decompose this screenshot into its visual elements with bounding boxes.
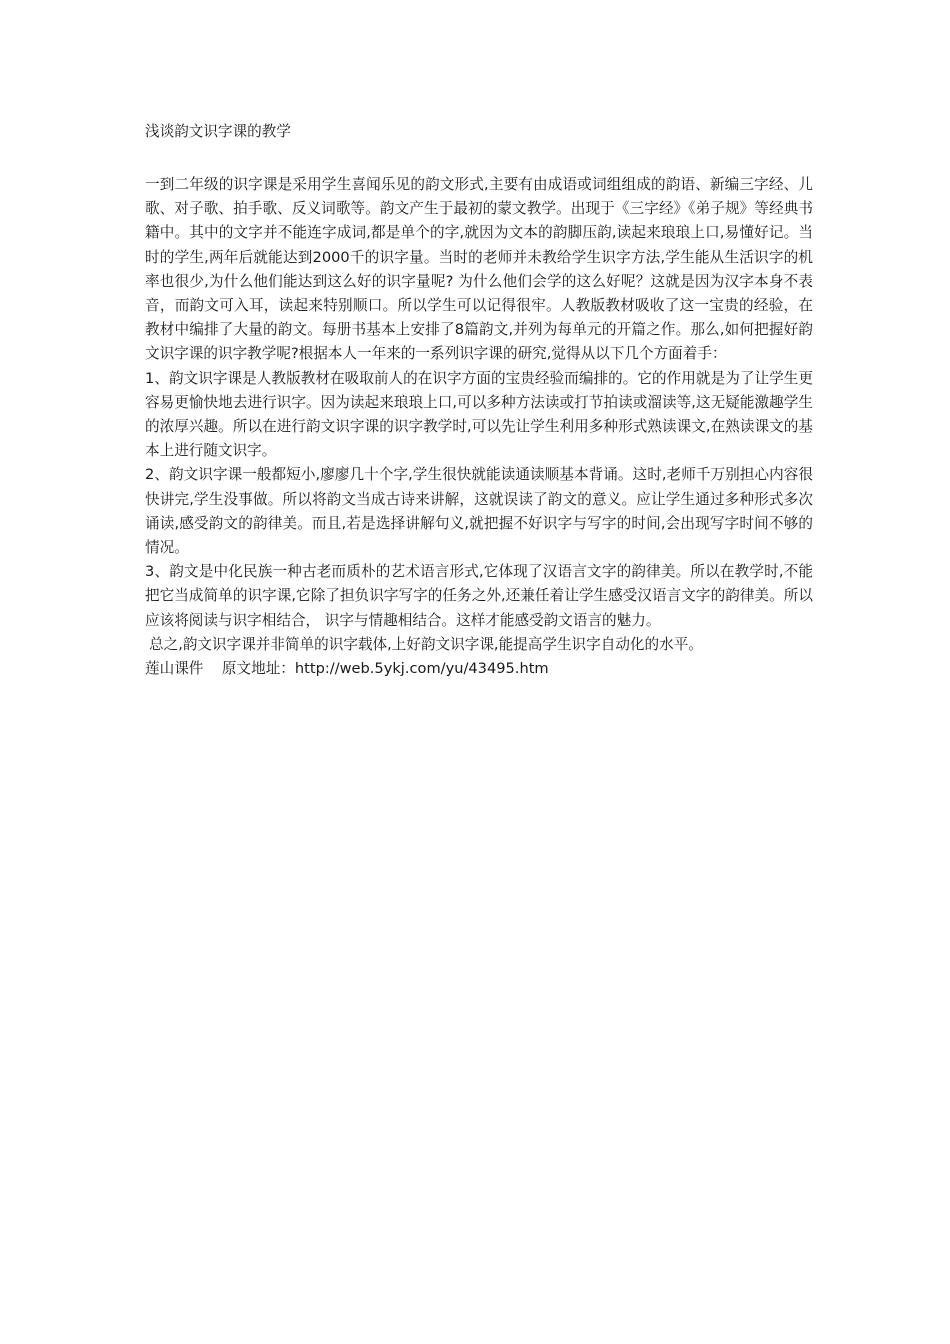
- paragraph-intro: 一到二年级的识字课是采用学生喜闻乐见的韵文形式,主要有由成语或词组组成的韵语、新编三字经、儿歌、对子歌、拍手歌、反义词歌等。韵文产生于最初的蒙文教学。出现于《三字经》《弟子规》等经典书籍中。其中的文字并不能连字成词,都是单个的字,就因为文本的韵脚压韵,读起来琅琅上口,易懂好记。当时的学生,两年后就能达到2000千的识字量。当时的老师并未教给学生识字方法,学生能从生活识字的机率也很少,为什么他们能达到这么好的识字量呢? 为什么他们会学的这么好呢？这就是因为汉字本身不表音，而韵文可入耳，读起来特别顺口。所以学生可以记得很牢。人教版教材吸收了这一宝贵的经验，在教材中编排了大量的韵文。每册书基本上安排了8篇韵文,并列为每单元的开篇之作。那么,如何把握好韵文识字课的识字教学呢?根据本人一年来的一系列识字课的研究,觉得从以下几个方面着手：: [145, 176, 813, 363]
- document-body: [145, 120, 813, 681]
- title-spacer: [145, 144, 813, 173]
- document-title: 浅谈韵文识字课的教学: [145, 123, 291, 140]
- paragraph-point-1: 1、韵文识字课是人教版教材在吸取前人的在识字方面的宝贵经验而编排的。它的作用就是为了让学生更容易更愉快地去进行识字。因为读起来琅琅上口,可以多种方法读或打节拍读或溜读等,这无疑能激趣学生的浓厚兴趣。所以在进行韵文识字课的识字教学时,可以先让学生利用多种形式熟读课文,在熟读课文的基本上进行随文识字。: [145, 369, 813, 460]
- paragraph-conclusion: 总之,韵文识字课并非简单的识字载体,上好韵文识字课,能提高学生识字自动化的水平。: [149, 635, 703, 653]
- paragraph-point-2: 2、韵文识字课一般都短小,廖廖几十个字,学生很快就能读通读顺基本背诵。这时,老师千万别担心内容很快讲完,学生没事做。所以将韵文当成古诗来讲解，这就误读了韵文的意义。应让学生通过多种形式多次诵读,感受韵文的韵律美。而且,若是选择讲解句义,就把握不好识字与写字的时间,会出现写字时间不够的情况。: [145, 466, 813, 557]
- paragraph-point-3: 3、韵文是中化民族一种古老而质朴的艺术语言形式,它体现了汉语言文字的韵律美。所以在教学时,不能把它当成简单的识字课,它除了担负识字写字的任务之外,还兼任着让学生感受汉语言文字的韵律美。所以应该将阅读与识字相结合， 识字与情趣相结合。这样才能感受韵文语言的魅力。: [145, 563, 813, 629]
- source-footer: 莲山课件 原文地址：http://web.5ykj.com/yu/43495.htm: [145, 660, 549, 678]
